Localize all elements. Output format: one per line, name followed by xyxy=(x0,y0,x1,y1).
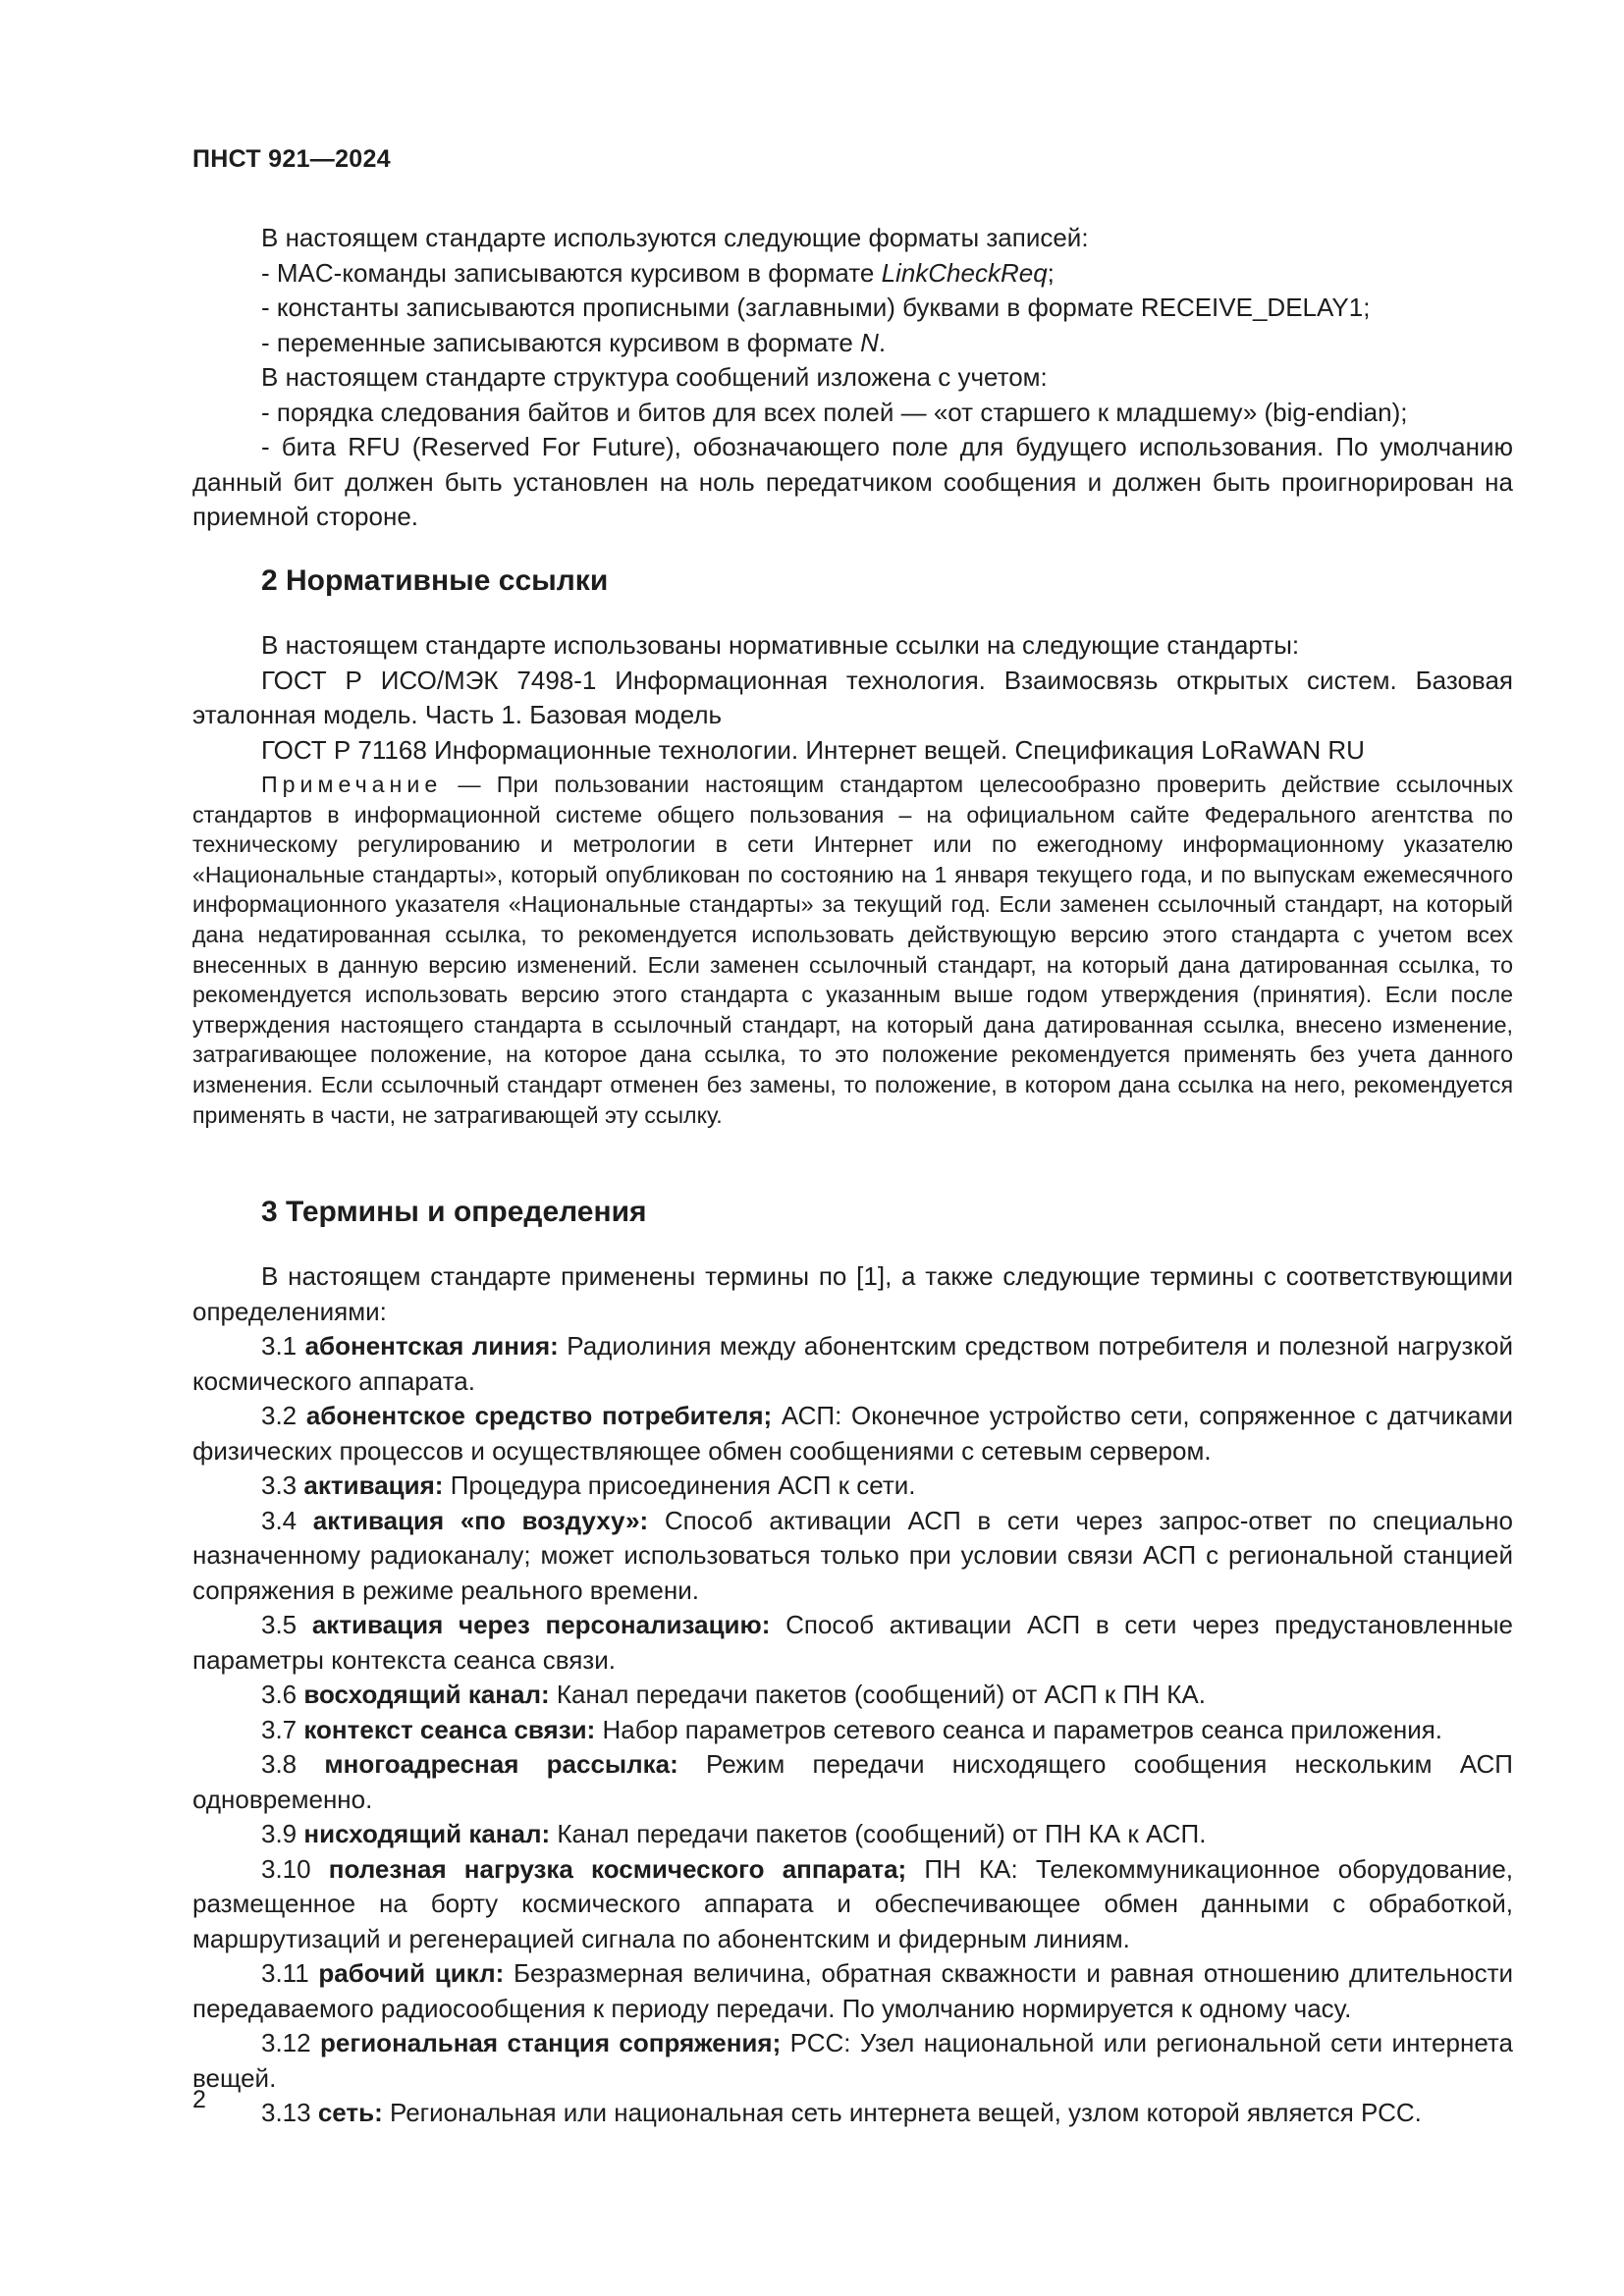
term-definition: Канал передачи пакетов (сообщений) от АСП к ПН КА. xyxy=(549,1680,1206,1709)
term-definition: ПН КА: Телекоммуникационное оборудование, размещенное на борту космического аппарата и обеспечивающее обмен данными с обработкой, маршрутизаций и регенерацией сигнала по абонентским и фидерным линиям. xyxy=(192,1853,1514,1953)
intro-block xyxy=(192,221,1513,535)
note-label: Примечание xyxy=(261,772,443,797)
term-entry xyxy=(192,1678,1513,1713)
document-code: ПНСТ 921—2024 xyxy=(192,145,391,173)
term-number: 3.3 xyxy=(261,1470,304,1500)
paragraph: В настоящем стандарте используются следующие форматы записей: xyxy=(261,223,1089,252)
term-entry xyxy=(192,2096,1513,2131)
term-name: абонентская линия: xyxy=(304,1331,559,1361)
term-definition: Режим передачи нисходящего сообщения нескольким АСП одновременно. xyxy=(192,1749,1513,1814)
term-number: 3.9 xyxy=(261,1819,304,1848)
page-number: 2 xyxy=(192,2086,206,2113)
list-item: - константы записываются прописными (заглавными) буквами в формате RECEIVE_DELAY1; xyxy=(261,293,1371,322)
term-name: восходящий канал: xyxy=(303,1680,550,1709)
term-name: контекст сеанса связи: xyxy=(303,1714,596,1744)
term-name: активация через персонализацию: xyxy=(311,1610,771,1639)
term-definition: РСС: Узел национальной или региональной сети интернета вещей. xyxy=(192,2028,1513,2093)
term-name: полезная нагрузка космического аппарата; xyxy=(328,1853,907,1884)
term-number: 3.1 xyxy=(261,1331,305,1361)
term-entry xyxy=(192,1399,1513,1468)
list-item: - переменные записываются курсивом в формате N. xyxy=(261,327,887,357)
reference-item: ГОСТ Р 71168 Информационные технологии. Интернет вещей. Спецификация LoRaWAN RU xyxy=(261,734,1365,765)
paragraph: В настоящем стандарте использованы нормативные ссылки на следующие стандарты: xyxy=(261,630,1300,660)
list-item: - бита RFU (Reserved For Future), обозначающего поле для будущего использования. По умолчанию данный бит должен быть установлен на ноль передатчиком сообщения и должен быть проигнорирован на приемной стороне. xyxy=(192,432,1513,531)
term-name: многоадресная рассылка: xyxy=(324,1749,678,1779)
term-definition: Набор параметров сетевого сеанса и параметров сеанса приложения. xyxy=(595,1714,1443,1744)
list-item: - порядка следования байтов и битов для всех полей — «от старшего к младшему» (big-endian); xyxy=(261,397,1408,427)
term-name: абонентское средство потребителя; xyxy=(305,1401,773,1430)
term-entry xyxy=(192,1956,1513,2026)
term-definition: АСП: Оконечное устройство сети, сопряженное с датчиками физических процессов и осуществляющее обмен сообщениями с сетевым сервером. xyxy=(192,1401,1514,1466)
term-entry xyxy=(192,1468,1513,1504)
term-entry xyxy=(192,2026,1513,2096)
paragraph: В настоящем стандарте применены термины по [1], а также следующие термины с соответствующими определениями: xyxy=(192,1261,1513,1326)
term-definition: Канал передачи пакетов (сообщений) от ПН КА к АСП. xyxy=(550,1819,1207,1848)
term-entry xyxy=(192,1713,1513,1748)
term-definition: Способ активации АСП в сети через предустановленные параметры контекста сеанса связи. xyxy=(192,1610,1514,1675)
term-name: сеть: xyxy=(317,2098,383,2127)
term-name: рабочий цикл: xyxy=(318,1958,505,1988)
term-number: 3.6 xyxy=(261,1680,304,1709)
list-item: - MAC-команды записываются курсивом в формате LinkCheckReq; xyxy=(261,257,1055,288)
term-entry xyxy=(192,1329,1513,1399)
term-name: активация «по воздуху»: xyxy=(312,1505,649,1535)
term-number: 3.4 xyxy=(261,1505,313,1535)
note-text: — При пользовании настоящим стандартом целесообразно проверить действие ссылочных стандартов в информационной системе общего пользования – на официальном сайте Федерального агентства по техническому регулированию и метрологии в сети Интернет или по ежегодному информационному указателю «Национальные стандарты», который опубликован по состоянию на 1 января текущего года, и по выпускам ежемесячного информационного указателя «Национальные стандарты» за текущий год. Если заменен ссылочный стандарт, на который дана недатированная ссылка, то рекомендуется использовать действующую версию этого стандарта с учетом всех внесенных в данную версию изменений. Если заменен ссылочный стандарт, на который дана датированная ссылка, то рекомендуется использовать версию этого стандарта с указанным выше годом утверждения (принятия). Если после утверждения настоящего стандарта в ссылочный стандарт, на который дана датированная ссылка, внесено изменение, затрагивающее положение, на которое дана ссылка, то это положение рекомендуется применять без учета данного изменения. Если ссылочный стандарт отменен без замены, то положение, в котором дана ссылка на него, рекомендуется применять в части, не затрагивающей эту ссылку. xyxy=(192,772,1513,1128)
term-number: 3.8 xyxy=(261,1749,325,1779)
section-heading: 3 Термины и определения xyxy=(261,1196,647,1228)
section-heading: 2 Нормативные ссылки xyxy=(261,564,609,597)
term-definition: Способ активации АСП в сети через запрос-ответ по специально назначенному радиоканалу; может использоваться только при условии связи АСП с региональной станцией сопряжения в режиме реального времени. xyxy=(192,1505,1513,1605)
term-number: 3.10 xyxy=(261,1853,329,1884)
term-name: региональная станция сопряжения; xyxy=(320,2028,782,2057)
term-entry xyxy=(192,1852,1513,1957)
term-definition: Безразмерная величина, обратная скважности и равная отношению длительности передаваемого радиосообщения к периоду передачи. По умолчанию нормируется к одному часу. xyxy=(192,1958,1513,2023)
note-paragraph xyxy=(192,770,1513,1130)
term-number: 3.5 xyxy=(261,1610,312,1639)
paragraph: В настоящем стандарте структура сообщений изложена с учетом: xyxy=(261,362,1048,392)
section3-body xyxy=(192,1259,1513,2131)
term-entry xyxy=(192,1817,1513,1852)
section2-body xyxy=(192,628,1513,768)
reference-item: ГОСТ Р ИСО/МЭК 7498-1 Информационная технология. Взаимосвязь открытых систем. Базовая эталонная модель. Часть 1. Базовая модель xyxy=(192,665,1513,729)
term-number: 3.13 xyxy=(261,2098,318,2127)
term-number: 3.11 xyxy=(261,1958,319,1988)
term-entry xyxy=(192,1608,1513,1678)
term-number: 3.2 xyxy=(261,1401,306,1430)
term-definition: Региональная или национальная сеть интернета вещей, узлом которой является РСС. xyxy=(382,2098,1422,2127)
term-entry xyxy=(192,1747,1513,1817)
term-name: нисходящий канал: xyxy=(303,1819,551,1848)
term-number: 3.12 xyxy=(261,2028,321,2057)
term-number: 3.7 xyxy=(261,1714,304,1744)
note-block xyxy=(192,770,1513,1130)
term-definition: Радиолиния между абонентским средством потребителя и полезной нагрузкой космического аппарата. xyxy=(192,1331,1513,1396)
term-name: активация: xyxy=(303,1470,444,1500)
term-definition: Процедура присоединения АСП к сети. xyxy=(443,1470,916,1500)
term-entry xyxy=(192,1504,1513,1609)
